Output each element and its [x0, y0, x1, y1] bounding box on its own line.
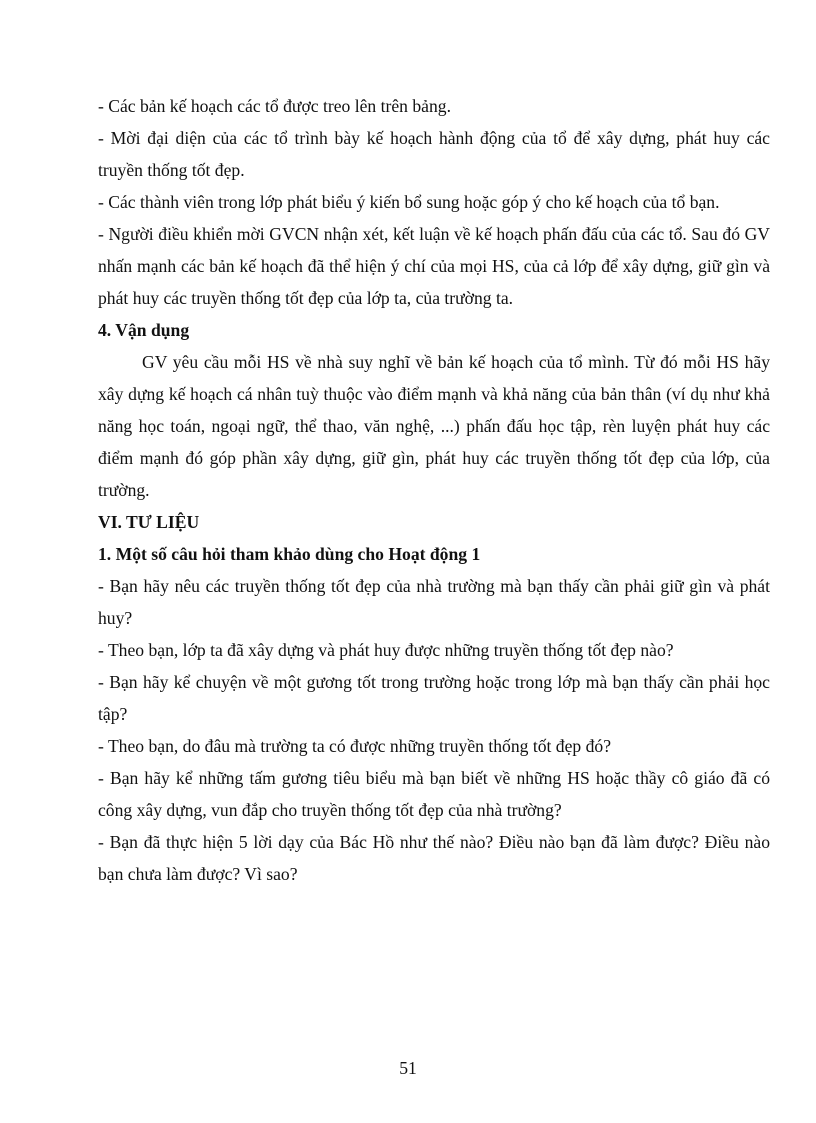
- paragraph-group-presentation: - Mời đại diện của các tổ trình bày kế hoạch hành động của tổ để xây dựng, phát huy các truyền thống tốt đẹp.: [98, 128, 770, 180]
- heading-tu-lieu: VI. TƯ LIỆU: [98, 512, 200, 532]
- question-item: - Bạn hãy nêu các truyền thống tốt đẹp của nhà trường mà bạn thấy cần phải giữ gìn và phát huy?: [98, 576, 770, 628]
- document-body: [98, 90, 770, 890]
- question-item: - Bạn đã thực hiện 5 lời dạy của Bác Hồ như thế nào? Điều nào bạn đã làm được? Điều nào bạn chưa làm được? Vì sao?: [98, 832, 770, 884]
- heading-reference-questions: 1. Một số câu hỏi tham khảo dùng cho Hoạt động 1: [98, 544, 481, 564]
- page-number: 51: [399, 1058, 417, 1078]
- paragraph-teacher-conclusion: - Người điều khiển mời GVCN nhận xét, kết luận về kế hoạch phấn đấu của các tổ. Sau đó GV nhấn mạnh các bản kế hoạch đã thể hiện ý chí của mọi HS, của cả lớp để xây dựng, giữ gìn và phát huy các truyền thống tốt đẹp của lớp ta, của trường ta.: [98, 224, 770, 308]
- paragraph-plans-posted: - Các bản kế hoạch các tổ được treo lên trên bảng.: [98, 96, 451, 116]
- question-item: - Theo bạn, lớp ta đã xây dựng và phát huy được những truyền thống tốt đẹp nào?: [98, 640, 674, 660]
- heading-van-dung: 4. Vận dụng: [98, 320, 190, 340]
- paragraph-van-dung: GV yêu cầu mỗi HS về nhà suy nghĩ về bản kế hoạch của tổ mình. Từ đó mỗi HS hãy xây dựng kế hoạch cá nhân tuỳ thuộc vào điểm mạnh và khả năng của bản thân (ví dụ như khả năng học toán, ngoại ngữ, thể thao, văn nghệ, ...) phấn đấu học tập, rèn luyện phát huy các điểm mạnh đó góp phần xây dựng, giữ gìn, phát huy các truyền thống tốt đẹp của lớp, của trường.: [98, 352, 770, 500]
- paragraph-member-feedback: - Các thành viên trong lớp phát biểu ý kiến bổ sung hoặc góp ý cho kế hoạch của tổ bạn.: [98, 192, 720, 212]
- question-item: - Theo bạn, do đâu mà trường ta có được những truyền thống tốt đẹp đó?: [98, 736, 612, 756]
- question-item: - Bạn hãy kể những tấm gương tiêu biểu mà bạn biết về những HS hoặc thầy cô giáo đã có công xây dựng, vun đắp cho truyền thống tốt đẹp của nhà trường?: [98, 768, 770, 820]
- question-item: - Bạn hãy kể chuyện về một gương tốt trong trường hoặc trong lớp mà bạn thấy cần phải học tập?: [98, 672, 770, 724]
